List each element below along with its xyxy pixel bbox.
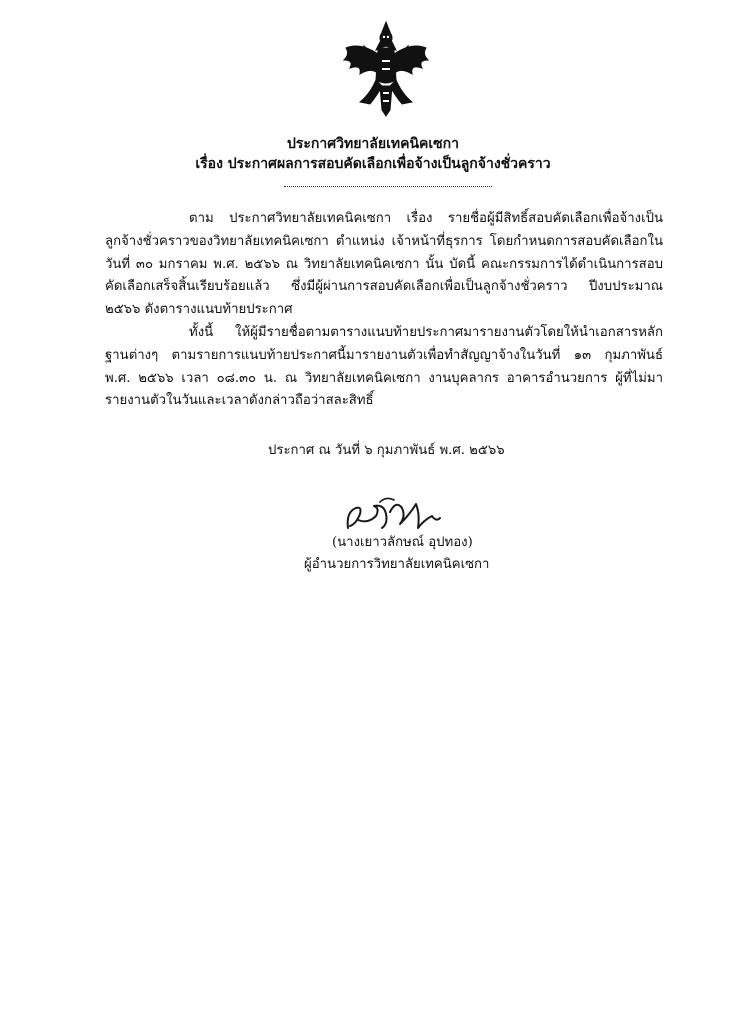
garuda-emblem-icon [336,20,436,120]
body-paragraph-1-text: ตาม ประกาศวิทยาลัยเทคนิคเซกา เรื่อง รายชื่อผู้มีสิทธิ์สอบคัดเลือกเพื่อจ้างเป็นลูกจ้างชั่วคราวของวิทยาลัยเทคนิคเซกา ตำแหน่ง เจ้าหน้าที่ธุรการ โดยกำหนดการสอบคัดเลือกในวันที่ ๓๐ มกราคม พ.ศ. ๒๕๖๖ ณ วิทยาลัยเทคนิคเซกา นั้น บัดนี้ คณะกรรมการได้ดำเนินการสอบคัดเลือกเสร็จสิ้นเรียบร้อยแล้ว ซึ่งมีผู้ผ่านการสอบคัดเลือกเพื่อเป็นลูกจ้างชั่วคราว ปีงบประมาณ ๒๕๖๖ ดังตารางแนบท้ายประกาศ [105,211,663,318]
document-subject: เรื่อง ประกาศผลการสอบคัดเลือกเพื่อจ้างเป็นลูกจ้างชั่วคราว [195,156,551,172]
signatory-position: ผู้อำนวยการวิทยาลัยเทคนิคเซกา [304,557,490,572]
body-paragraph-2-text: ทั้งนี้ ให้ผู้มีรายชื่อตามตารางแนบท้ายประกาศมารายงานตัวโดยให้นำเอกสารหลักฐานต่างๆ ตามรายการแนบท้ายประกาศนี้มารายงานตัวเพื่อทำสัญญาจ้างในวันที่ ๑๓ กุมภาพันธ์ พ.ศ. ๒๕๖๖ เวลา ๐๘.๓๐ น. ณ วิทยาลัยเทคนิคเซกา งานบุคลากร อาคารอำนวยการ ผู้ที่ไม่มารายงานตัวในวันและเวลาดังกล่าวถือว่าสละสิทธิ์ [105,325,663,409]
signatory-name: (นางเยาวลักษณ์ อุปทอง) [332,535,473,550]
announcement-date: ประกาศ ณ วันที่ ๖ กุมภาพันธ์ พ.ศ. ๒๕๖๖ [268,443,505,458]
body-paragraph-2 [105,322,663,413]
body-paragraph-1 [105,208,663,322]
dotted-divider [284,178,492,187]
document-title: ประกาศวิทยาลัยเทคนิคเซกา [286,136,460,152]
